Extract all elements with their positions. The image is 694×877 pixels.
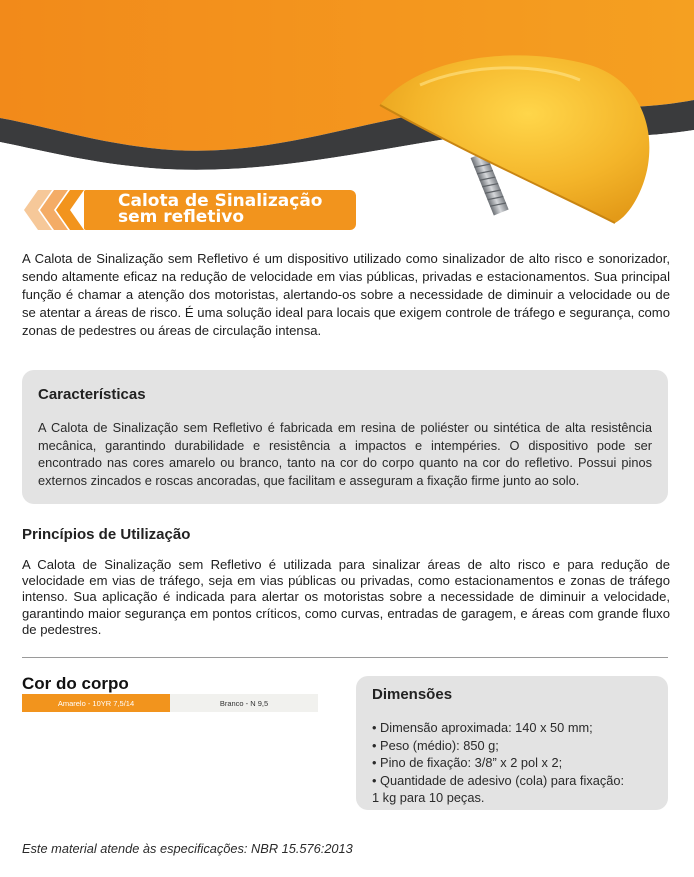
page-title-line-1: Calota de Sinalização [118, 191, 323, 211]
page-title-line-2: sem refletivo [118, 207, 245, 227]
features-text: A Calota de Sinalização sem Refletivo é fabricada em resina de poliéster ou sintética de alta resistência mecânica, garantindo durabilidade e resistência a impactos e intempéries. O dispositivo pode ser encontrado nas cores amarelo ou branco, tanto na cor do corpo quanto na cor do refletivo. Possui pinos externos zincados e roscas ancoradas, que facilitam e asseguram a fixação firme junto ao solo. [38, 420, 652, 488]
page-title [84, 190, 356, 230]
principles-text: A Calota de Sinalização sem Refletivo é utilizada para sinalizar áreas de alto risco e para redução de velocidade em vias de tráfego, seja em vias públicas ou privadas, como estacionamentos e zonas de tráfego intenso. Sua aplicação é indicada para alertar os motoristas sobre a necessidade de diminuir a velocidade, garantindo maior segurança em pontos críticos, como curvas, entradas de garagem, e áreas com grande fluxo de pedestres. [22, 557, 670, 637]
dimension-item: • Peso (médio): 850 g; [372, 737, 499, 753]
dimensions-list [372, 719, 652, 807]
body-color-title: Cor do corpo [22, 674, 129, 693]
principles-title: Princípios de Utilização [22, 526, 191, 543]
swatch-branco: Branco - N 9,5 [170, 694, 318, 712]
title-badge [22, 188, 342, 232]
dimensions-card [356, 676, 668, 810]
features-card [22, 370, 668, 504]
product-image-calota [360, 45, 660, 225]
dimensions-title: Dimensões [372, 686, 453, 703]
swatch-amarelo: Amarelo - 10YR 7,5/14 [22, 694, 170, 712]
dimension-item: 1 kg para 10 peças. [372, 790, 485, 805]
body-color-swatches [22, 694, 318, 712]
features-title: Características [38, 386, 146, 403]
dimension-item: • Quantidade de adesivo (cola) para fixação: [372, 772, 625, 788]
dimension-item: • Pino de fixação: 3/8” x 2 pol x 2; [372, 755, 563, 770]
intro-paragraph: A Calota de Sinalização sem Refletivo é um dispositivo utilizado como sinalizador de alto risco e sonorizador, sendo altamente eficaz na redução de velocidade em vias públicas, privadas e estacionamentos. Sua principal função é chamar a atenção dos motoristas, alertando-os sobre a necessidade de diminuir a velocidade ou de se atentar a áreas de risco. É uma solução ideal para locais que exigem controle de tráfego e segurança, como zonas de pedestres ou áreas de circulação intensa. [22, 251, 670, 338]
section-divider [22, 657, 668, 658]
dimension-item: • Dimensão aproximada: 140 x 50 mm; [372, 720, 593, 735]
standards-note: Este material atende às especificações: NBR 15.576:2013 [22, 841, 353, 856]
